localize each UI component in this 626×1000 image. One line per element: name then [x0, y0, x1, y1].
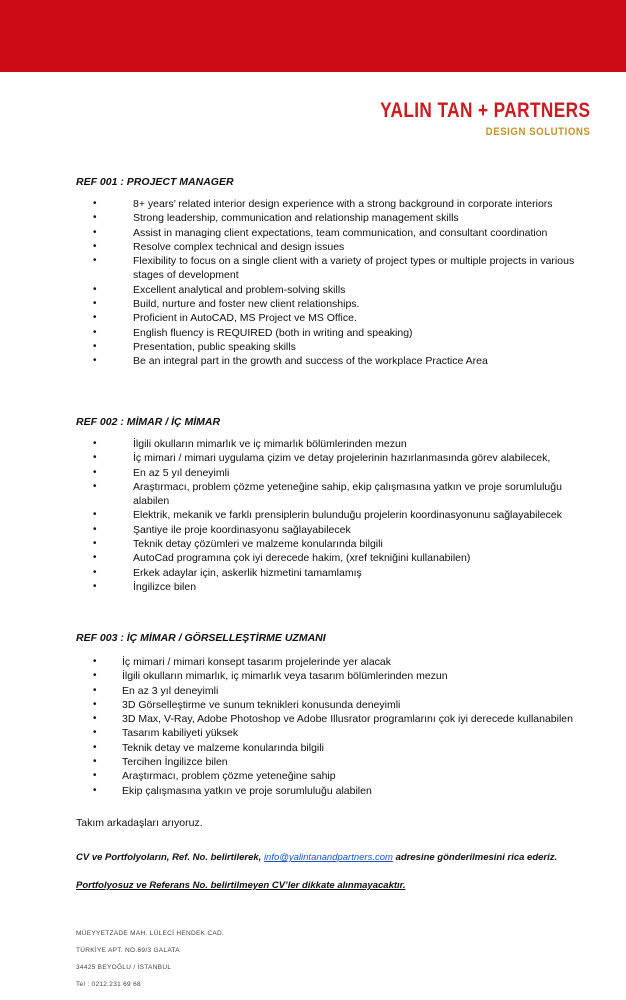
bullet-icon: • — [93, 538, 97, 550]
bullet-icon: • — [93, 480, 97, 492]
apply-note-suffix: adresine gönderilmesini rica ederiz. — [392, 852, 558, 863]
apply-note — [76, 852, 557, 863]
list-item — [0, 297, 626, 311]
bullet-icon: • — [93, 713, 97, 725]
email-link[interactable]: info@yalintanandpartners.com — [263, 852, 393, 863]
company-logo — [334, 100, 590, 139]
section-title-ref-001: REF 001 : PROJECT MANAGER — [76, 176, 234, 188]
list-item — [0, 755, 626, 769]
list-item-text: İlgili okulların mimarlık ve iç mimarlık bölümlerinden mezun — [133, 438, 407, 450]
list-item-text: 8+ years’ related interior design experience with a strong background in corporate interiors — [133, 198, 553, 210]
list-item-text: Assist in managing client expectations, team communication, and consultant coordination — [133, 226, 548, 239]
list-item-text: Tercihen İngilizce bilen — [122, 756, 228, 769]
list-item — [0, 240, 626, 254]
list-item — [0, 437, 626, 451]
bullet-icon: • — [93, 670, 97, 682]
list-item — [0, 698, 626, 712]
list-item-text: En az 5 yıl deneyimli — [133, 466, 230, 479]
list-item — [0, 523, 626, 537]
list-item-text: İç mimari / mimari uygulama çizim ve detay projelerinin hazırlanmasında görev alabilecek, — [133, 452, 551, 465]
list-item — [0, 741, 626, 755]
list-item-text: Araştırmacı, problem çözme yeteneğine sahip, ekip çalışmasına yatkın ve proje sorumluluğu alabilen — [133, 480, 562, 508]
bullet-icon: • — [93, 326, 97, 338]
list-item — [0, 712, 626, 726]
list-item-text: Ekip çalışmasına yatkın ve proje sorumluluğu alabilen — [122, 784, 372, 797]
list-item — [0, 340, 626, 354]
list-item-text: English fluency is REQUIRED (both in writing and speaking) — [133, 326, 413, 339]
list-item — [0, 354, 626, 368]
bullet-icon: • — [93, 656, 97, 667]
address-line-2: TÜRKİYE APT. NO.69/3 GALATA — [76, 947, 180, 954]
company-name: YALIN TAN + PARTNERS — [379, 99, 590, 122]
requirements-list-ref-002 — [0, 437, 626, 594]
list-item-text: Strong leadership, communication and relationship management skills — [133, 212, 459, 225]
bullet-icon: • — [93, 566, 97, 578]
list-item-text: AutoCad programına çok iyi derecede hakim, (xref tekniğini kullanabilen) — [133, 552, 471, 565]
list-item — [0, 580, 626, 594]
list-item — [0, 283, 626, 297]
list-item-text: 3D Görselleştirme ve sunum teknikleri konusunda deneyimli — [122, 698, 401, 711]
section-title-ref-003: REF 003 : İÇ MİMAR / GÖRSELLEŞTİRME UZMANI — [76, 632, 326, 644]
bullet-icon: • — [93, 552, 97, 564]
requirements-list-ref-003 — [0, 655, 626, 798]
bullet-icon: • — [93, 684, 97, 696]
bullet-icon: • — [93, 198, 97, 209]
list-item-text: Şantiye ile proje koordinasyonu sağlayabilecek — [133, 523, 351, 536]
list-item — [0, 784, 626, 798]
list-item-text: Tasarım kabiliyeti yüksek — [122, 727, 239, 740]
bullet-icon: • — [93, 312, 97, 324]
list-item-text: Build, nurture and foster new client relationships. — [133, 298, 360, 311]
list-item-text: Flexibility to focus on a single client with a variety of project types or multiple projects in various stages of development — [133, 255, 575, 282]
list-item-text: 3D Max, V-Ray, Adobe Photoshop ve Adobe Illusrator programlarını çok iyi derecede kullanabilen — [122, 713, 573, 726]
list-item — [0, 769, 626, 783]
team-text: Takım arkadaşları arıyoruz. — [76, 817, 203, 829]
list-item-text: İlgili okulların mimarlık, iç mimarlık veya tasarım bölümlerinden mezun — [122, 670, 448, 683]
list-item-text: Araştırmacı, problem çözme yeteneğine sahip — [122, 770, 336, 783]
list-item — [0, 508, 626, 522]
bullet-icon: • — [93, 784, 97, 796]
list-item — [0, 537, 626, 551]
list-item-text: Teknik detay ve malzeme konularında bilgili — [122, 741, 324, 754]
list-item — [0, 311, 626, 325]
bullet-icon: • — [93, 580, 97, 592]
list-item-text: İç mimari / mimari konsept tasarım projelerinde yer alacak — [122, 656, 392, 668]
list-item — [0, 551, 626, 565]
bullet-icon: • — [93, 466, 97, 478]
bullet-icon: • — [93, 509, 97, 521]
phone-line: Tel : 0212.231 69 68 — [76, 981, 141, 988]
bullet-icon: • — [93, 226, 97, 238]
list-item-text: Elektrik, mekanik ve farklı prensiplerin bulunduğu projelerin koordinasyonunu sağlayabilecek — [133, 509, 562, 522]
address-line-3: 34425 BEYOĞLU / İSTANBUL — [76, 964, 172, 971]
list-item — [0, 326, 626, 340]
bullet-icon: • — [93, 240, 97, 252]
list-item — [0, 197, 626, 211]
list-item — [0, 480, 626, 509]
bullet-icon: • — [93, 698, 97, 710]
list-item — [0, 669, 626, 683]
bullet-icon: • — [93, 770, 97, 782]
section-title-ref-002: REF 002 : MİMAR / İÇ MİMAR — [76, 416, 221, 428]
portfolio-warning: Portfolyosuz ve Referans No. belirtilmeyen CV’ler dikkate alınmayacaktır. — [76, 880, 406, 891]
list-item — [0, 254, 626, 283]
bullet-icon: • — [93, 298, 97, 310]
bullet-icon: • — [93, 741, 97, 753]
bullet-icon: • — [93, 727, 97, 739]
list-item — [0, 684, 626, 698]
bullet-icon: • — [93, 438, 97, 449]
list-item-text: Teknik detay çözümleri ve malzeme konularında bilgili — [133, 538, 383, 551]
bullet-icon: • — [93, 212, 97, 224]
list-item — [0, 726, 626, 740]
list-item-text: Resolve complex technical and design issues — [133, 240, 345, 253]
list-item-text: En az 3 yıl deneyimli — [122, 684, 219, 697]
list-item — [0, 211, 626, 225]
bullet-icon: • — [93, 452, 97, 464]
list-item — [0, 655, 626, 669]
address-line-1: MÜEYYETZADE MAH. LÜLECİ HENDEK CAD. — [76, 930, 225, 937]
list-item-text: Erkek adaylar için, askerlik hizmetini tamamlamış — [133, 566, 362, 579]
company-tagline: DESIGN SOLUTIONS — [485, 126, 590, 138]
bullet-icon: • — [93, 523, 97, 535]
list-item — [0, 466, 626, 480]
list-item-text: İngilizce bilen — [133, 580, 197, 593]
list-item — [0, 226, 626, 240]
bullet-icon: • — [93, 255, 97, 267]
list-item — [0, 451, 626, 465]
list-item — [0, 566, 626, 580]
list-item-text: Proficient in AutoCAD, MS Project ve MS Office. — [133, 312, 357, 325]
top-red-bar — [0, 0, 626, 72]
bullet-icon: • — [93, 756, 97, 768]
requirements-list-ref-001 — [0, 197, 626, 369]
bullet-icon: • — [93, 283, 97, 295]
apply-note-prefix: CV ve Portfolyoların, Ref. No. belirtilerek, — [76, 852, 264, 863]
bullet-icon: • — [93, 355, 97, 367]
bullet-icon: • — [93, 340, 97, 352]
list-item-text: Be an integral part in the growth and success of the workplace Practice Area — [133, 355, 488, 368]
list-item-text: Excellent analytical and problem-solving skills — [133, 283, 346, 296]
list-item-text: Presentation, public speaking skills — [133, 340, 296, 353]
